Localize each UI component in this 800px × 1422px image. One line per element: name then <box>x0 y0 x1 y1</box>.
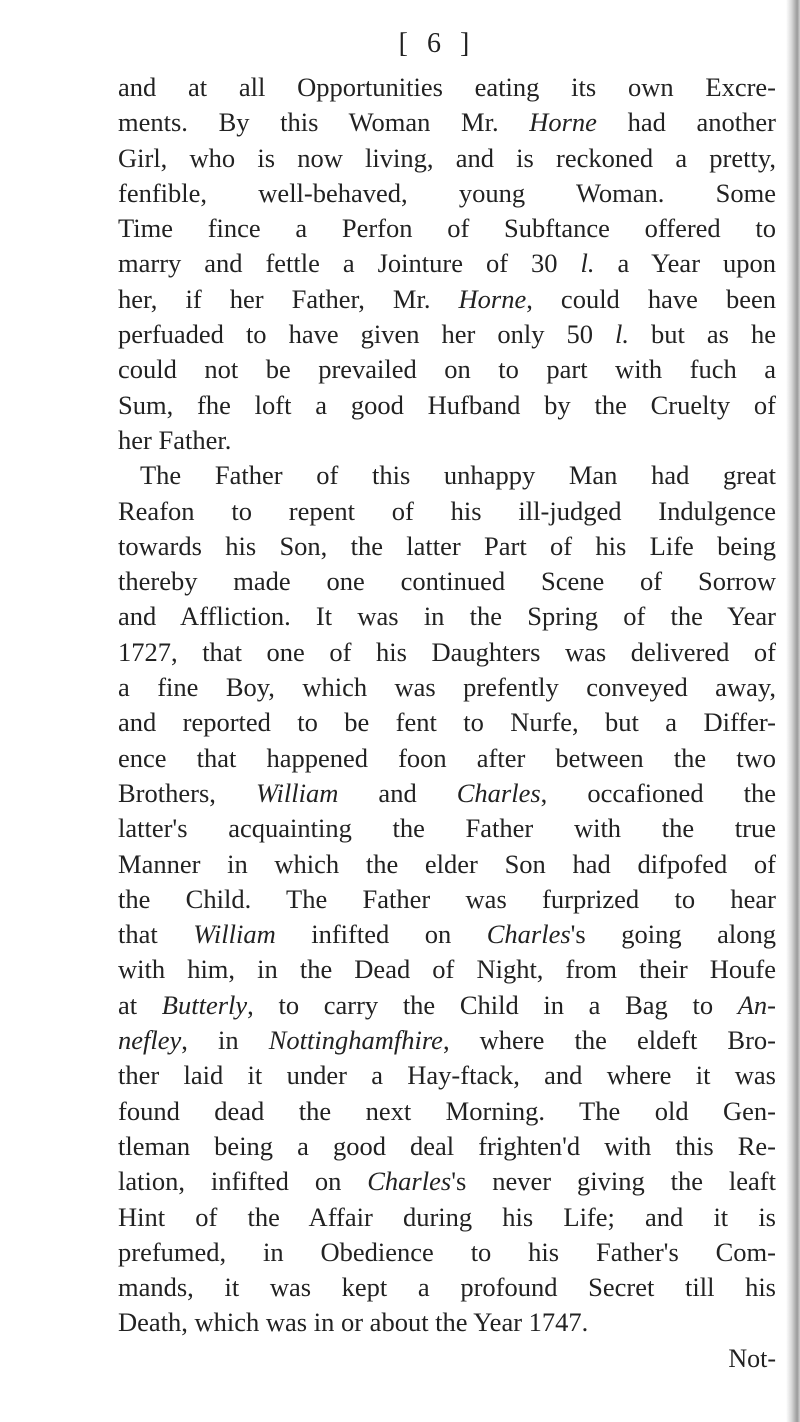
text-segment: Hint of the Affair during his Life; and it is <box>118 1201 776 1232</box>
text-line <box>118 282 776 317</box>
text-segment: had another <box>596 107 776 138</box>
italic-text: William <box>255 777 339 808</box>
text-segment: ence that happened foon after between the two <box>118 742 776 773</box>
italic-text: Nottinghamfhire <box>268 1025 443 1056</box>
text-segment: Time fince a Perfon of Subftance offered to <box>118 213 776 244</box>
text-line <box>118 494 776 529</box>
text-segment: but as he <box>629 319 776 350</box>
body-text <box>118 70 776 1341</box>
text-segment: lation, infifted on <box>118 1166 368 1197</box>
text-segment: Manner in which the elder Son had difpofed of <box>118 848 776 879</box>
text-line <box>118 988 776 1023</box>
italic-text: Horne <box>529 107 597 138</box>
page-number-header: [ 6 ] <box>398 28 476 59</box>
text-segment: and at all Opportunities eating its own Excre- <box>118 72 776 102</box>
text-line <box>118 1200 776 1235</box>
text-line <box>118 1023 776 1058</box>
text-line <box>118 246 776 281</box>
italic-text: An- <box>737 989 776 1020</box>
text-segment: her Father. <box>118 424 232 455</box>
text-line <box>118 317 776 352</box>
text-line <box>118 917 776 952</box>
book-page <box>118 18 776 1376</box>
italic-text: William <box>193 919 276 950</box>
text-segment: latter's acquainting the Father with the true <box>118 813 776 844</box>
text-segment: ther laid it under a Hay-ftack, and where it was <box>118 1060 776 1091</box>
text-line <box>118 529 776 564</box>
text-segment: infifted on <box>275 919 487 950</box>
text-line <box>118 635 776 670</box>
text-line <box>118 564 776 599</box>
italic-text: Horne <box>458 283 527 314</box>
text-segment: towards his Son, the latter Part of his Life being <box>118 530 776 561</box>
text-segment: marry and fettle a Jointure of 30 <box>118 248 581 279</box>
text-line <box>118 599 776 634</box>
text-segment: , could have been <box>526 283 776 314</box>
italic-text: Butterly <box>161 989 248 1020</box>
text-line <box>118 847 776 882</box>
page-edge-shadow <box>786 0 800 1422</box>
text-line <box>118 670 776 705</box>
text-line <box>118 1235 776 1270</box>
text-segment: Death, which was in or about the Year 1747. <box>118 1307 589 1338</box>
italic-text: Charles <box>486 919 571 950</box>
text-segment: Sum, fhe loft a good Hufband by the Cruelty of <box>118 389 776 420</box>
text-line <box>118 70 776 105</box>
text-segment: , to carry the Child in a Bag to <box>247 989 738 1020</box>
text-line <box>118 105 776 140</box>
text-line <box>118 141 776 176</box>
text-segment: 's never giving the leaft <box>451 1166 776 1197</box>
italic-text: l. <box>615 319 629 350</box>
text-line <box>118 741 776 776</box>
text-line <box>118 952 776 987</box>
text-segment: her, if her Father, Mr. <box>118 283 459 314</box>
text-line <box>118 458 776 493</box>
text-line <box>118 882 776 917</box>
text-line <box>118 211 776 246</box>
text-segment: mands, it was kept a profound Secret till his <box>118 1272 776 1303</box>
text-line <box>118 776 776 811</box>
italic-text: nefley <box>118 1025 182 1056</box>
text-segment: , in <box>181 1025 269 1056</box>
text-segment: prefumed, in Obedience to his Father's Com- <box>118 1236 776 1267</box>
text-segment: thereby made one continued Scene of Sorrow <box>118 566 776 597</box>
italic-text: Charles <box>367 1166 452 1197</box>
text-line <box>118 705 776 740</box>
text-segment: found dead the next Morning. The old Gen- <box>118 1095 776 1126</box>
text-segment: and <box>338 777 457 808</box>
text-segment: The Father of this unhappy Man had great <box>140 460 776 491</box>
text-segment: and Affliction. It was in the Spring of the Year <box>118 601 776 632</box>
text-segment: perfuaded to have given her only 50 <box>118 319 615 350</box>
text-line <box>118 388 776 423</box>
italic-text: l. <box>580 248 595 279</box>
text-segment: fenfible, well-behaved, young Woman. Some <box>118 177 776 208</box>
text-segment: 's going along <box>570 919 776 950</box>
text-line <box>118 1164 776 1199</box>
text-segment: , where the eldeft Bro- <box>442 1025 776 1056</box>
text-segment: ments. By this Woman Mr. <box>118 107 530 138</box>
text-line <box>118 1305 776 1340</box>
text-line <box>118 423 776 458</box>
text-line <box>118 1094 776 1129</box>
text-segment: at <box>118 989 162 1020</box>
text-segment: and reported to be fent to Nurfe, but a Differ- <box>118 707 776 738</box>
catchword: Not- <box>728 1343 776 1373</box>
text-segment: Girl, who is now living, and is reckoned a pretty, <box>118 142 776 173</box>
italic-text: Charles <box>456 777 541 808</box>
text-segment: Brothers, <box>118 777 256 808</box>
text-segment: could not be prevailed on to part with fuch a <box>118 354 776 385</box>
text-line <box>118 176 776 211</box>
text-segment: Reafon to repent of his ill-judged Indulgence <box>118 495 776 526</box>
text-segment: with him, in the Dead of Night, from their Houfe <box>118 954 776 985</box>
text-line <box>118 1058 776 1093</box>
text-segment: , occafioned the <box>540 777 776 808</box>
text-segment: a Year upon <box>594 248 776 279</box>
text-segment: the Child. The Father was furprized to hear <box>118 883 776 914</box>
text-segment: that <box>118 919 194 950</box>
text-line <box>118 352 776 387</box>
text-segment: tleman being a good deal frighten'd with this Re- <box>118 1130 776 1161</box>
text-segment: a fine Boy, which was prefently conveyed away, <box>118 672 776 703</box>
text-line <box>118 811 776 846</box>
text-line <box>118 1129 776 1164</box>
text-segment: 1727, that one of his Daughters was delivered of <box>118 636 776 667</box>
text-line <box>118 1270 776 1305</box>
